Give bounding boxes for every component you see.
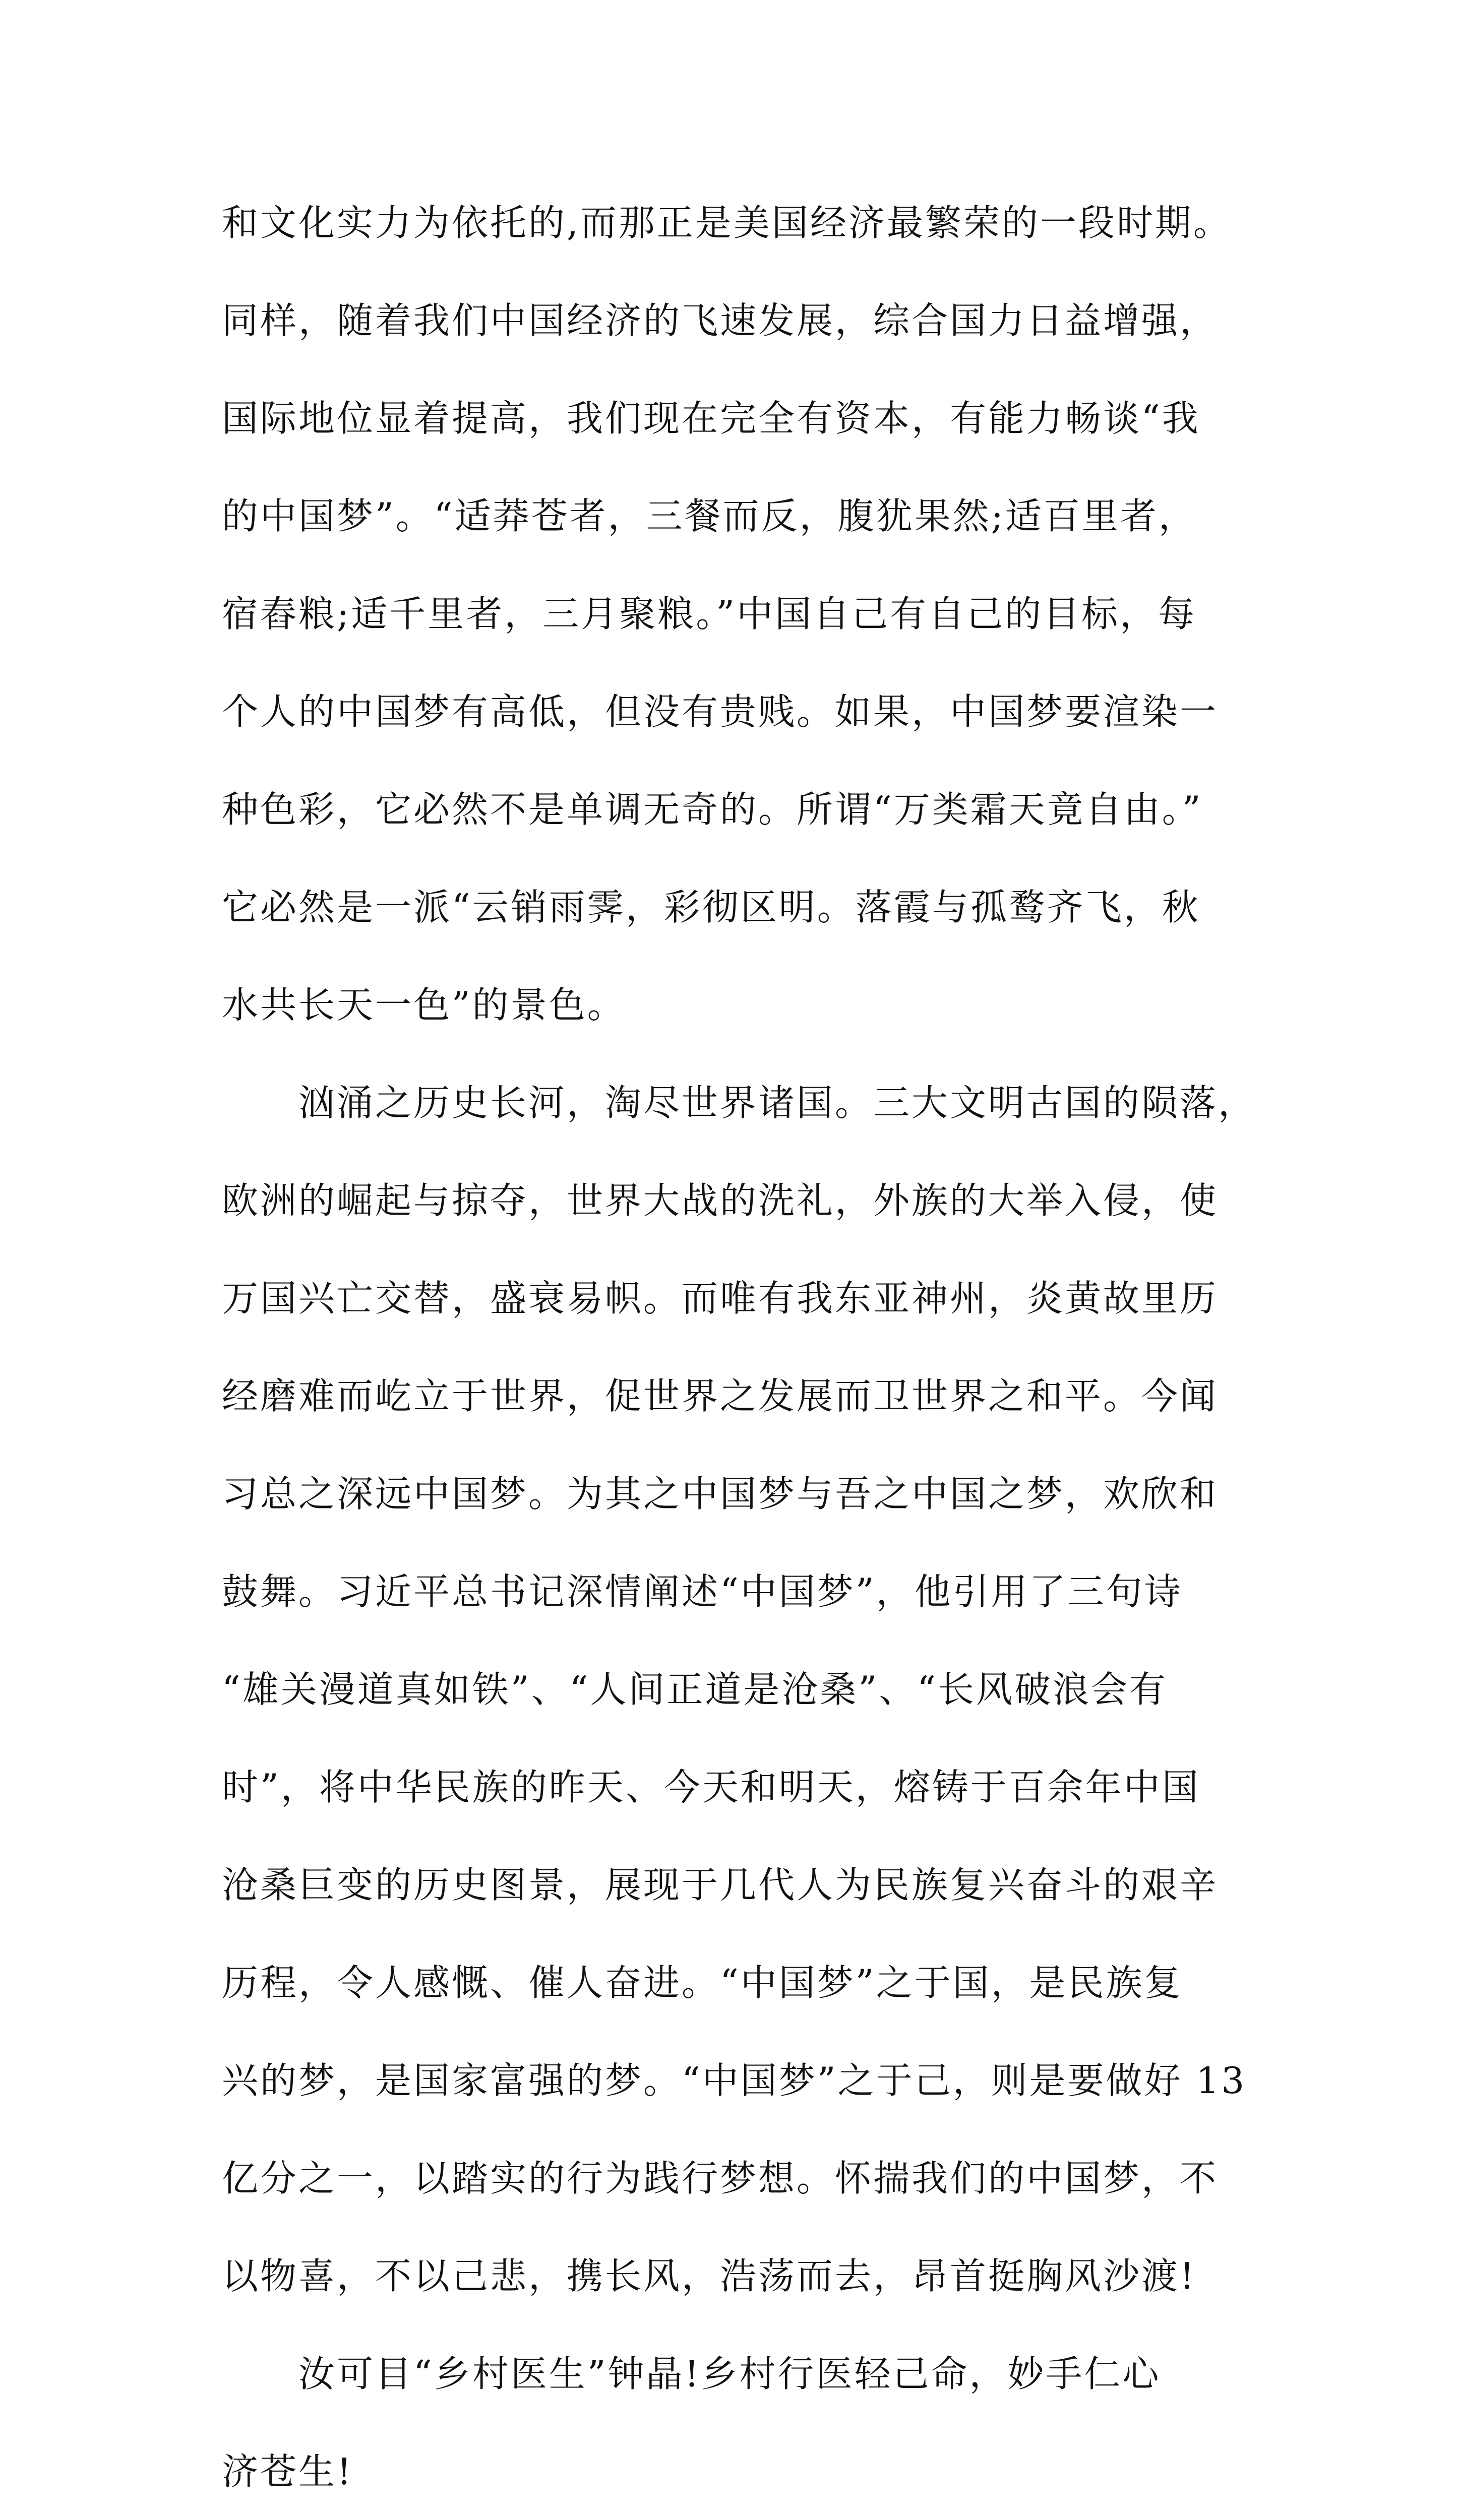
- text-line: 亿分之一，以踏实的行为践行梦想。怀揣我们的中国梦，不: [222, 2157, 1219, 2199]
- text-line: 兴的梦，是国家富强的梦。“中国梦”之于己，则是要做好 13: [222, 2059, 1247, 2102]
- text-line: 鼓舞。习近平总书记深情阐述“中国梦”，他引用了三句诗: [222, 1570, 1183, 1613]
- text-line: 经磨难而屹立于世界，促世界之发展而卫世界之和平。今闻: [222, 1375, 1219, 1417]
- text-line: 同样，随着我们中国经济的飞速发展，综合国力日益增强，: [222, 299, 1219, 342]
- text-line: 时”，将中华民族的昨天、今天和明天，熔铸于百余年中国: [222, 1766, 1200, 1808]
- text-line: 它必然是一派“云销雨霁，彩彻区明。落霞与孤鹜齐飞，秋: [222, 886, 1200, 928]
- text-line: 宿舂粮;适千里者，三月聚粮。”中国自己有自己的目标，每: [222, 593, 1197, 635]
- text-line: 汝可目“乡村医生”钟晶!乡村行医轻己命，妙手仁心: [222, 2353, 1161, 2395]
- text-line: 种色彩，它必然不是单调无奇的。所谓“万类霜天竟自由。”: [222, 788, 1203, 831]
- text-line: 的中国梦”。“适莽苍者，三餐而反，腹犹果然;适百里者，: [222, 495, 1197, 537]
- text-line: 个人的中国梦有高低，但没有贵贱。如果，中国梦要渲染一: [222, 690, 1219, 733]
- text-line: 和文化实力为依托的,而那正是美国经济最繁荣的一段时期。: [222, 202, 1232, 244]
- text-line: 万国兴亡交替，盛衰易帜。而唯有我东亚神州，炎黄故里历: [222, 1277, 1219, 1319]
- text-line: “雄关漫道真如铁”、“人间正道是沧桑”、“长风破浪会有: [222, 1668, 1168, 1711]
- text-line: 以物喜，不以己悲，携长风，浩荡而去，昂首挺胸风沙渡!: [222, 2255, 1196, 2297]
- text-line: 历程，令人感慨、催人奋进。“中国梦”之于国，是民族复: [222, 1962, 1183, 2004]
- text-line: 水共长天一色”的景色。: [222, 984, 626, 1026]
- text-line: 济苍生!: [222, 2450, 353, 2493]
- text-line: 沧桑巨变的历史图景，展现于几代人为民族复兴奋斗的艰辛: [222, 1864, 1219, 1906]
- document-body: [222, 174, 1296, 2520]
- text-line: 汹涌之历史长河，淘尽世界诸国。三大文明古国的陨落，: [222, 1082, 1257, 1124]
- text-line: 习总之深远中国梦。为其之中国梦与吾之中国之梦，欢欣和: [222, 1473, 1219, 1515]
- text-line: 国际地位显着提高，我们现在完全有资本，有能力畅谈“我: [222, 397, 1200, 439]
- text-line: 欧洲的崛起与掠夺，世界大战的洗礼，外族的大举入侵，使: [222, 1179, 1219, 1222]
